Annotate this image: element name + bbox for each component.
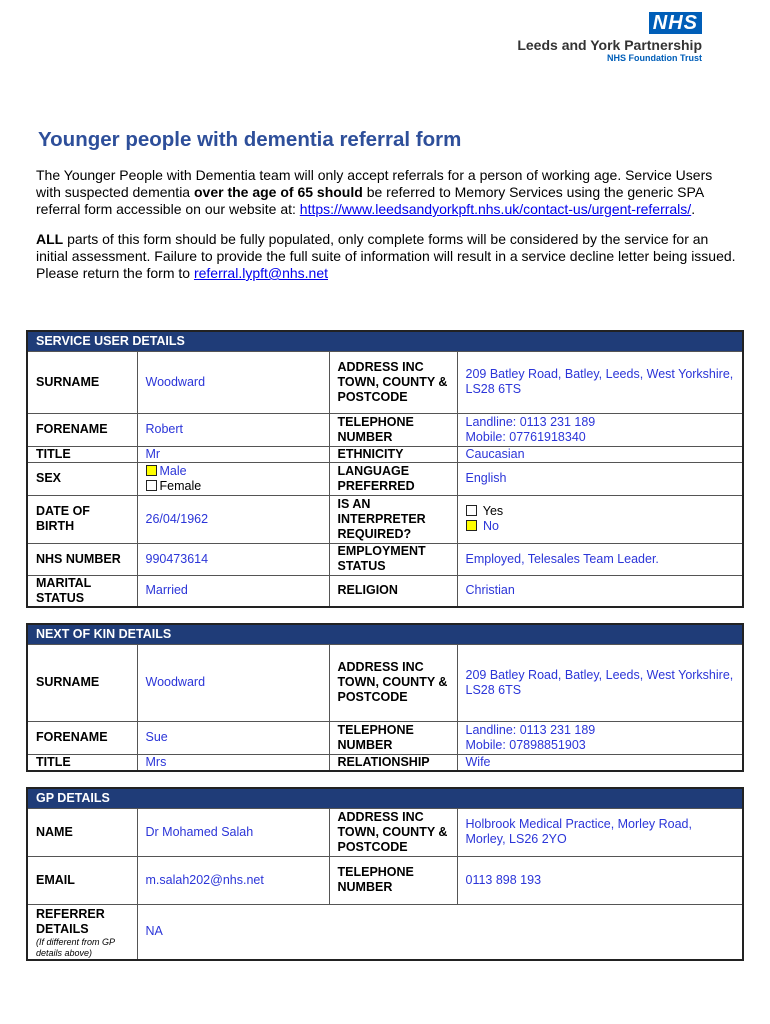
dob-field[interactable]: 26/04/1962 — [137, 495, 329, 543]
title-field[interactable]: Mr — [137, 446, 329, 462]
nhs-number-label: NHS NUMBER — [27, 543, 137, 575]
interpreter-option-no[interactable]: No — [466, 519, 735, 534]
service-user-details-header: SERVICE USER DETAILS — [27, 331, 743, 351]
marital-status-label: MARITAL STATUS — [27, 575, 137, 607]
sex-field — [137, 462, 329, 495]
language-field[interactable]: English — [457, 462, 743, 495]
yes-checkbox[interactable] — [466, 505, 477, 516]
interpreter-option-yes[interactable]: Yes — [466, 504, 735, 519]
next-of-kin-table — [26, 623, 744, 772]
intro-paragraph-2: ALL parts of this form should be fully populated, only complete forms will be considered by the service for an initial assessment. Failure to provide the full suite of information will result in a service decline letter being issued. Please return the form to referral.lypft@nhs.net — [36, 231, 736, 281]
sex-option-female[interactable]: Female — [146, 479, 321, 494]
referral-email-link[interactable]: referral.lypft@nhs.net — [193, 265, 329, 281]
address-field[interactable]: 209 Batley Road, Batley, Leeds, West Yorkshire, LS28 6TS — [457, 351, 743, 413]
religion-field[interactable]: Christian — [457, 575, 743, 607]
nok-telephone-label: TELEPHONE NUMBER — [329, 721, 457, 754]
dob-label: DATE OF BIRTH — [27, 495, 137, 543]
title-label: TITLE — [27, 446, 137, 462]
employment-label: EMPLOYMENT STATUS — [329, 543, 457, 575]
referrer-note: (If different from GP details above) — [36, 936, 115, 958]
marital-status-field[interactable]: Married — [137, 575, 329, 607]
organisation-name: Leeds and York Partnership — [517, 37, 702, 53]
nhs-logo-mark: NHS — [649, 12, 702, 34]
ethnicity-label: ETHNICITY — [329, 446, 457, 462]
female-checkbox[interactable] — [146, 480, 157, 491]
gp-name-label: NAME — [27, 808, 137, 856]
gp-email-field[interactable]: m.salah202@nhs.net — [137, 856, 329, 904]
interpreter-field — [457, 495, 743, 543]
language-label: LANGUAGE PREFERRED — [329, 462, 457, 495]
gp-address-field[interactable]: Holbrook Medical Practice, Morley Road, Morley, LS26 2YO — [457, 808, 743, 856]
ethnicity-field[interactable]: Caucasian — [457, 446, 743, 462]
nok-title-label: TITLE — [27, 754, 137, 771]
next-of-kin-header: NEXT OF KIN DETAILS — [27, 624, 743, 644]
gp-telephone-label: TELEPHONE NUMBER — [329, 856, 457, 904]
forename-field[interactable]: Robert — [137, 413, 329, 446]
nok-forename-field[interactable]: Sue — [137, 721, 329, 754]
employment-field[interactable]: Employed, Telesales Team Leader. — [457, 543, 743, 575]
gp-details-table — [26, 787, 744, 961]
nhs-number-field[interactable]: 990473614 — [137, 543, 329, 575]
sex-option-male[interactable]: Male — [146, 464, 321, 479]
gp-details-header: GP DETAILS — [27, 788, 743, 808]
referrer-field[interactable]: NA — [137, 904, 743, 960]
nok-relationship-field[interactable]: Wife — [457, 754, 743, 771]
surname-field[interactable]: Woodward — [137, 351, 329, 413]
forename-label: FORENAME — [27, 413, 137, 446]
nok-surname-label: SURNAME — [27, 644, 137, 721]
religion-label: RELIGION — [329, 575, 457, 607]
nok-surname-field[interactable]: Woodward — [137, 644, 329, 721]
gp-address-label: ADDRESS INC TOWN, COUNTY & POSTCODE — [329, 808, 457, 856]
page-title: Younger people with dementia referral form — [38, 128, 462, 151]
gp-name-field[interactable]: Dr Mohamed Salah — [137, 808, 329, 856]
service-user-details-table — [26, 330, 744, 608]
nok-forename-label: FORENAME — [27, 721, 137, 754]
nhs-logo — [517, 12, 702, 64]
nok-address-field[interactable]: 209 Batley Road, Batley, Leeds, West Yorkshire, LS28 6TS — [457, 644, 743, 721]
address-label: ADDRESS INC TOWN, COUNTY & POSTCODE — [329, 351, 457, 413]
telephone-field[interactable]: Landline: 0113 231 189 Mobile: 07761918340 — [457, 413, 743, 446]
nok-title-field[interactable]: Mrs — [137, 754, 329, 771]
referrer-label: REFERRER DETAILS (If different from GP details above) — [27, 904, 137, 960]
telephone-label: TELEPHONE NUMBER — [329, 413, 457, 446]
intro-text — [36, 167, 736, 295]
interpreter-label: IS AN INTERPRETER REQUIRED? — [329, 495, 457, 543]
male-checkbox[interactable] — [146, 465, 157, 476]
no-checkbox[interactable] — [466, 520, 477, 531]
nok-relationship-label: RELATIONSHIP — [329, 754, 457, 771]
gp-email-label: EMAIL — [27, 856, 137, 904]
nok-telephone-field[interactable]: Landline: 0113 231 189 Mobile: 07898851903 — [457, 721, 743, 754]
sex-label: SEX — [27, 462, 137, 495]
referral-website-link[interactable]: https://www.leedsandyorkpft.nhs.uk/contact-us/urgent-referrals/ — [299, 201, 692, 217]
intro-paragraph-1: The Younger People with Dementia team will only accept referrals for a person of working age. Service Users with suspected dementia over the age of 65 should be referred to Memory Services using the generic SPA referral form accessible on our website at: https://www.leedsandyorkpft.nhs.uk/contact-us/urgent-referrals/. — [36, 167, 713, 217]
surname-label: SURNAME — [27, 351, 137, 413]
gp-telephone-field[interactable]: 0113 898 193 — [457, 856, 743, 904]
nok-address-label: ADDRESS INC TOWN, COUNTY & POSTCODE — [329, 644, 457, 721]
organisation-subtitle: NHS Foundation Trust — [607, 53, 702, 63]
